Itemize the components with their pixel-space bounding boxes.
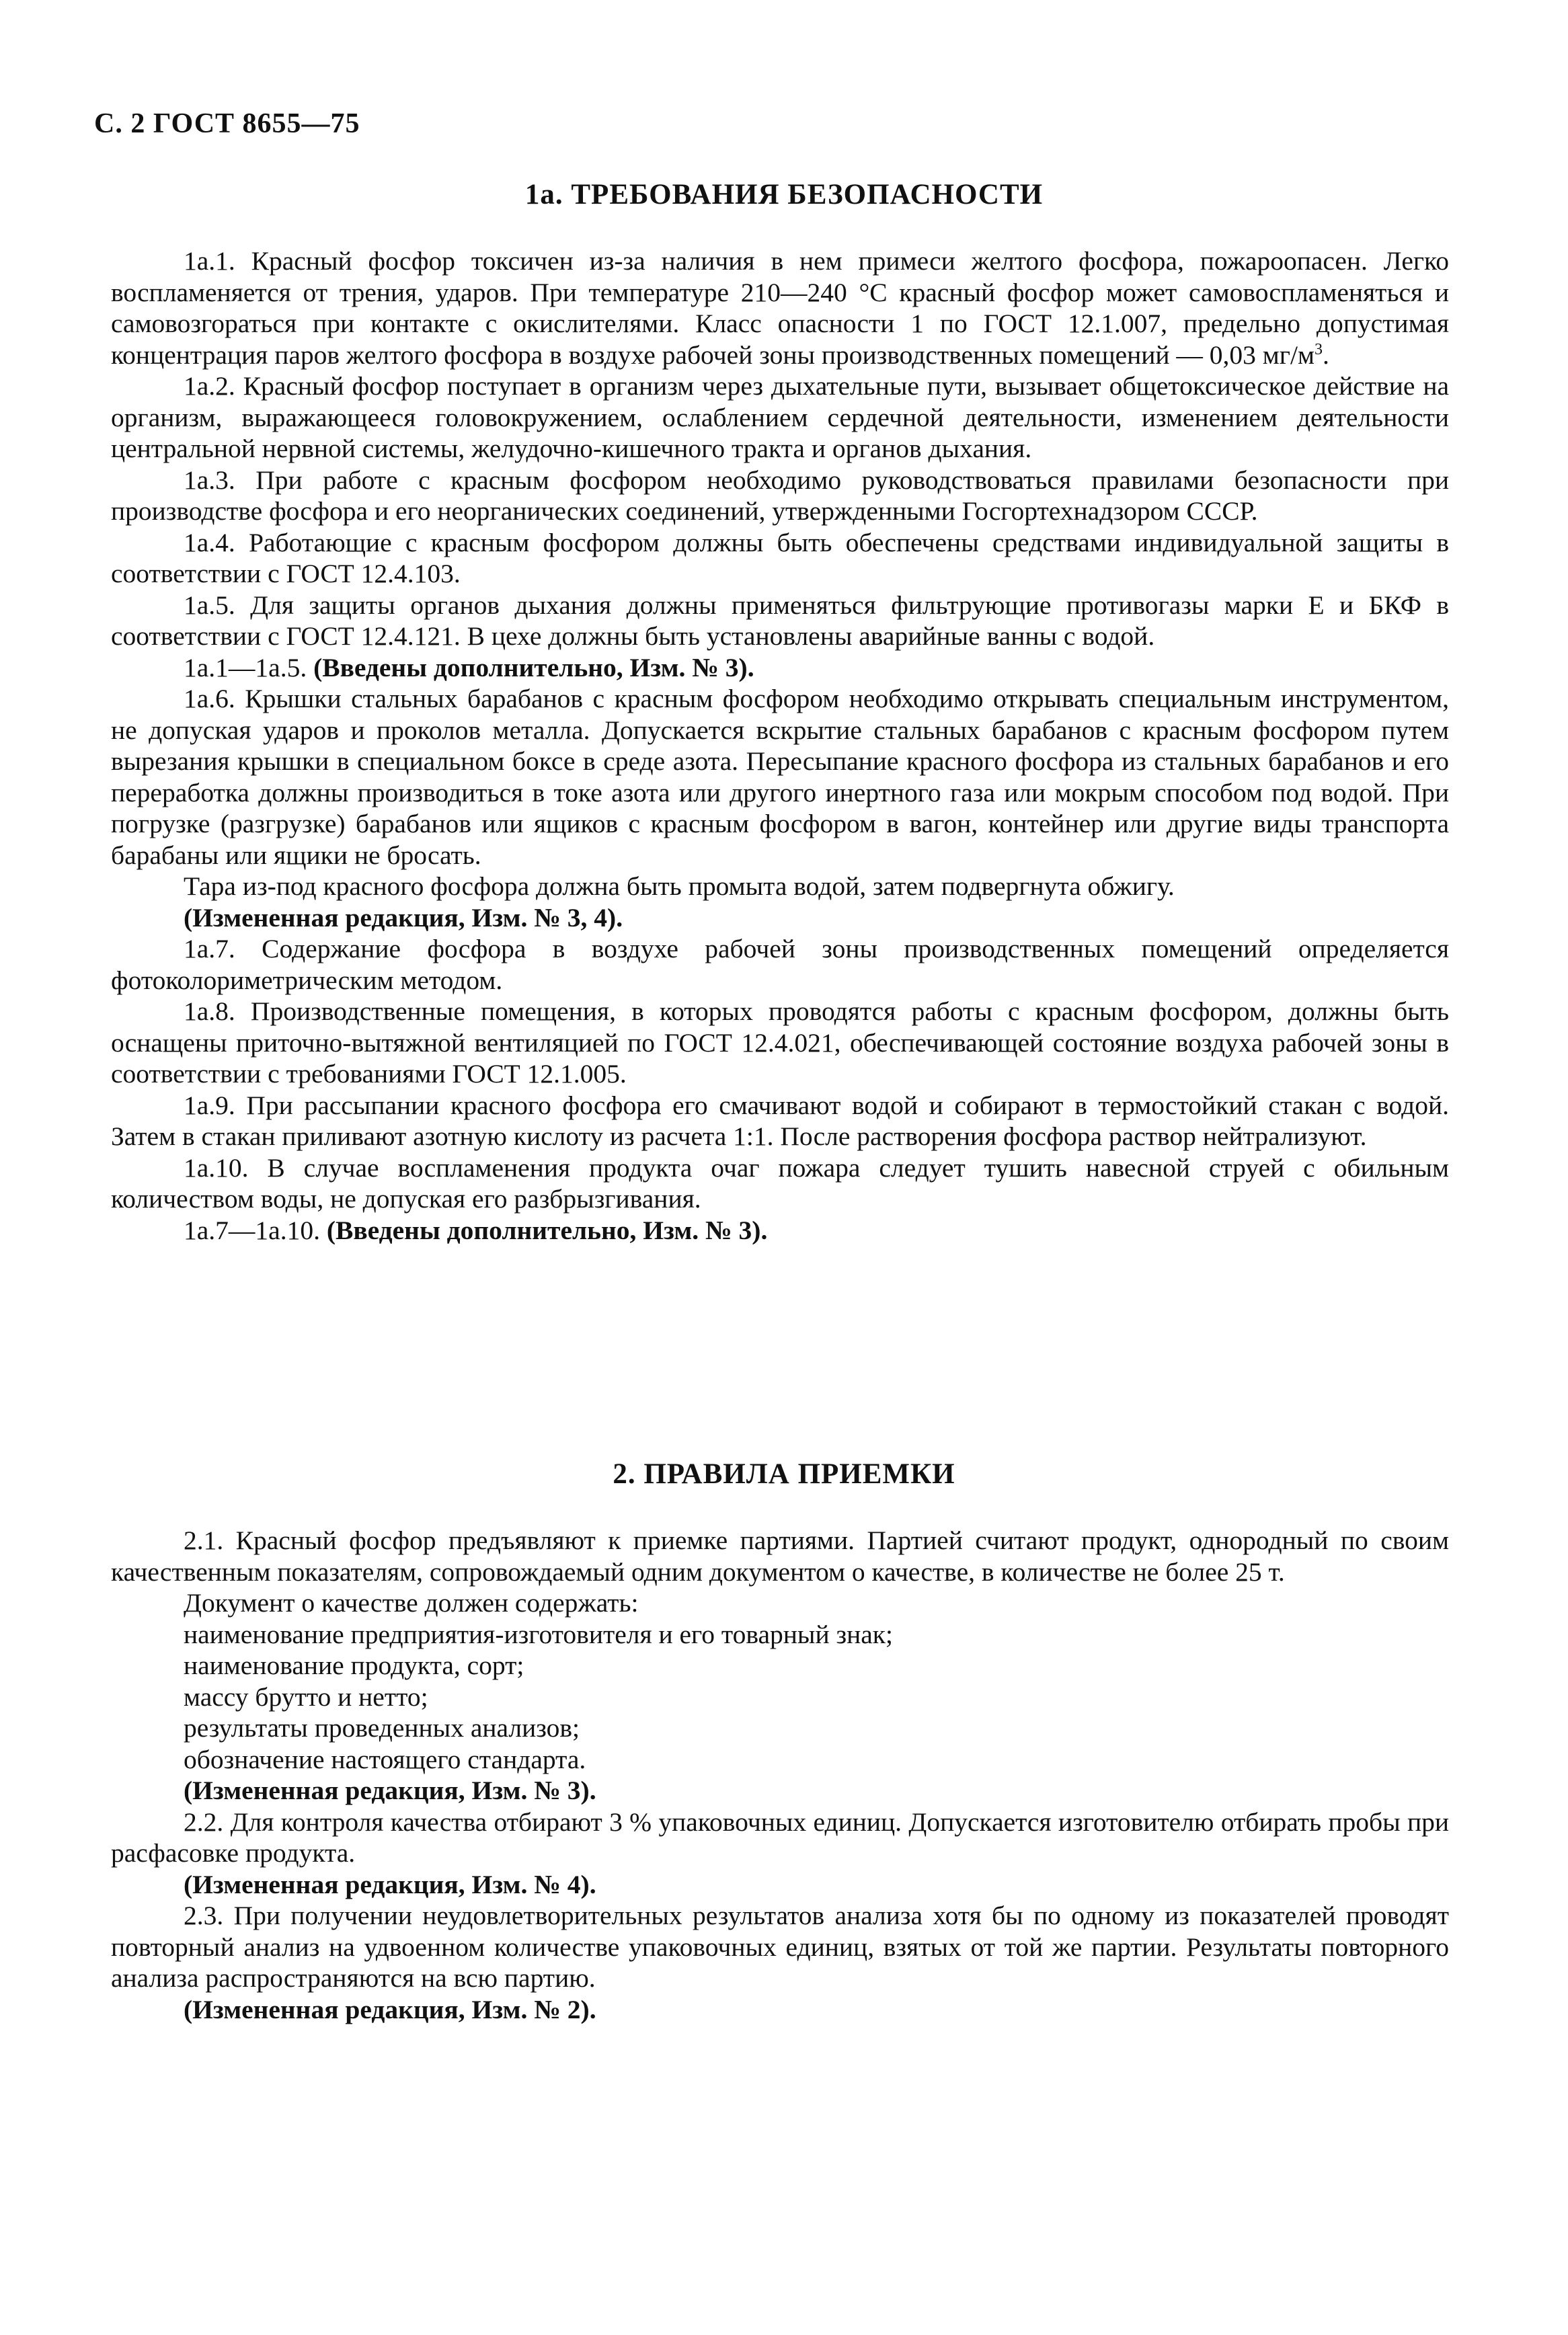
list-item: наименование продукта, сорт; xyxy=(184,1651,524,1680)
paragraph-1a-1-end: . xyxy=(1322,340,1329,370)
section-2-title: 2. ПРАВИЛА ПРИЕМКИ xyxy=(613,1458,955,1490)
paragraph-1a-10: 1а.10. В случае воспламенения продукта очаг пожара следует тушить навесной струей с обильным количеством воды, не допуская его разбрызгивания. xyxy=(111,1152,1449,1214)
paragraph-2-2: 2.2. Для контроля качества отбирают 3 % упаковочных единиц. Допускается изготовителю отбирать пробы при расфасовке продукта. xyxy=(111,1807,1449,1868)
section-1a-title: 1а. ТРЕБОВАНИЯ БЕЗОПАСНОСТИ xyxy=(524,179,1044,210)
section-1a-body xyxy=(111,245,1449,1246)
amendment-note-5: (Измененная редакция, Изм. № 4). xyxy=(184,1869,596,1899)
paragraph-1a-4: 1а.4. Работающие с красным фосфором должны быть обеспечены средствами индивидуальной защиты в соответствии с ГОСТ 12.4.103. xyxy=(111,527,1449,588)
paragraph-1a-9: 1а.9. При рассыпании красного фосфора его смачивают водой и собирают в термостойкий стакан с водой. Затем в стакан приливают азотную кислоту из расчета 1:1. После растворения фосфора раствор нейтрализуют. xyxy=(111,1090,1449,1151)
list-item: наименование предприятия-изготовителя и его товарный знак; xyxy=(184,1619,893,1649)
paragraph-1a-8: 1а.8. Производственные помещения, в которых проводятся работы с красным фосфором, должны быть оснащены приточно-вытяжной вентиляцией по ГОСТ 12.4.021, обеспечивающей состояние воздуха рабочей зоны в соответствии с требованиями ГОСТ 12.1.005. xyxy=(111,996,1449,1089)
amendment-note-1-ref: 1а.1—1а.5. xyxy=(184,652,314,682)
amendment-note-3 xyxy=(111,1215,1449,1246)
amendment-note-1 xyxy=(111,652,1449,684)
section-2-body xyxy=(111,1525,1449,2025)
paragraph-1a-1 xyxy=(111,245,1449,370)
amendment-note-2: (Измененная редакция, Изм. № 3, 4). xyxy=(184,902,623,933)
paragraph-2-3: 2.3. При получении неудовлетворительных результатов анализа хотя бы по одному из показателей проводят повторный анализ на удвоенном количестве упаковочных единиц, взятых от той же партии. Результаты повторного анализа распространяются на всю партию. xyxy=(111,1901,1449,1993)
list-item: массу брутто и нетто; xyxy=(184,1681,428,1712)
paragraph-1a-6-container: Тара из-под красного фосфора должна быть промыта водой, затем подвергнута обжигу. xyxy=(184,871,1175,901)
amendment-note-3-ref: 1а.7—1а.10. xyxy=(184,1215,327,1245)
list-item: обозначение настоящего стандарта. xyxy=(184,1744,586,1774)
paragraph-1a-7: 1а.7. Содержание фосфора в воздухе рабочей зоны производственных помещений определяется фотоколориметрическим методом. xyxy=(111,934,1449,995)
paragraph-1a-3: 1а.3. При работе с красным фосфором необходимо руководствоваться правилами безопасности при производстве фосфора и его неорганических соединений, утвержденными Госгортехнадзором СССР. xyxy=(111,465,1449,526)
paragraph-1a-6: 1а.6. Крышки стальных барабанов с красным фосфором необходимо открывать специальным инструментом, не допуская ударов и проколов металла. Допускается вскрытие стальных барабанов с красным фосфором путем вырезания крышки в специальном боксе в среде азота. Пересыпание красного фосфора из стальных барабанов и его переработка должны производиться в токе азота или другого инертного газа или мокрым способом под водой. При погрузке (разгрузке) барабанов или ящиков с красным фосфором в вагон, контейнер или другие виды транспорта барабаны или ящики не бросать. xyxy=(111,684,1449,870)
paragraph-2-1: 2.1. Красный фосфор предъявляют к приемке партиями. Партией считают продукт, однородный по своим качественным показателям, сопровождаемый одним документом о качестве, в количестве не более 25 т. xyxy=(111,1526,1449,1587)
amendment-note-1-text: (Введены дополнительно, Изм. № 3). xyxy=(313,652,754,682)
superscript-3: 3 xyxy=(1314,340,1323,358)
paragraph-1a-1-text: 1а.1. Красный фосфор токсичен из-за наличия в нем примеси желтого фосфора, пожароопасен. Легко воспламеняется от трения, ударов. При температуре 210—240 °С красный фосфор может самовоспламеняться и самовозгораться при контакте с окислителями. Класс опасности 1 по ГОСТ 12.1.007, предельно допустимая концентрация паров желтого фосфора в воздухе рабочей зоны производственных помещений — 0,03 мг/м xyxy=(111,246,1449,370)
amendment-note-3-text: (Введены дополнительно, Изм. № 3). xyxy=(326,1215,768,1245)
list-item: результаты проведенных анализов; xyxy=(184,1713,580,1743)
paragraph-1a-5: 1а.5. Для защиты органов дыхания должны применяться фильтрующие противогазы марки Е и БКФ в соответствии с ГОСТ 12.4.121. В цехе должны быть установлены аварийные ванны с водой. xyxy=(111,590,1449,651)
paragraph-1a-2: 1а.2. Красный фосфор поступает в организм через дыхательные пути, вызывает общетоксическое действие на организм, выражающееся головокружением, ослаблением сердечной деятельности, изменением деятельности центральной нервной системы, желудочно-кишечного тракта и органов дыхания. xyxy=(111,371,1449,463)
amendment-note-6: (Измененная редакция, Изм. № 2). xyxy=(184,1994,596,2024)
amendment-note-4: (Измененная редакция, Изм. № 3). xyxy=(184,1776,596,1805)
page-header: С. 2 ГОСТ 8655—75 xyxy=(94,108,360,139)
quality-document-intro: Документ о качестве должен содержать: xyxy=(184,1588,639,1618)
